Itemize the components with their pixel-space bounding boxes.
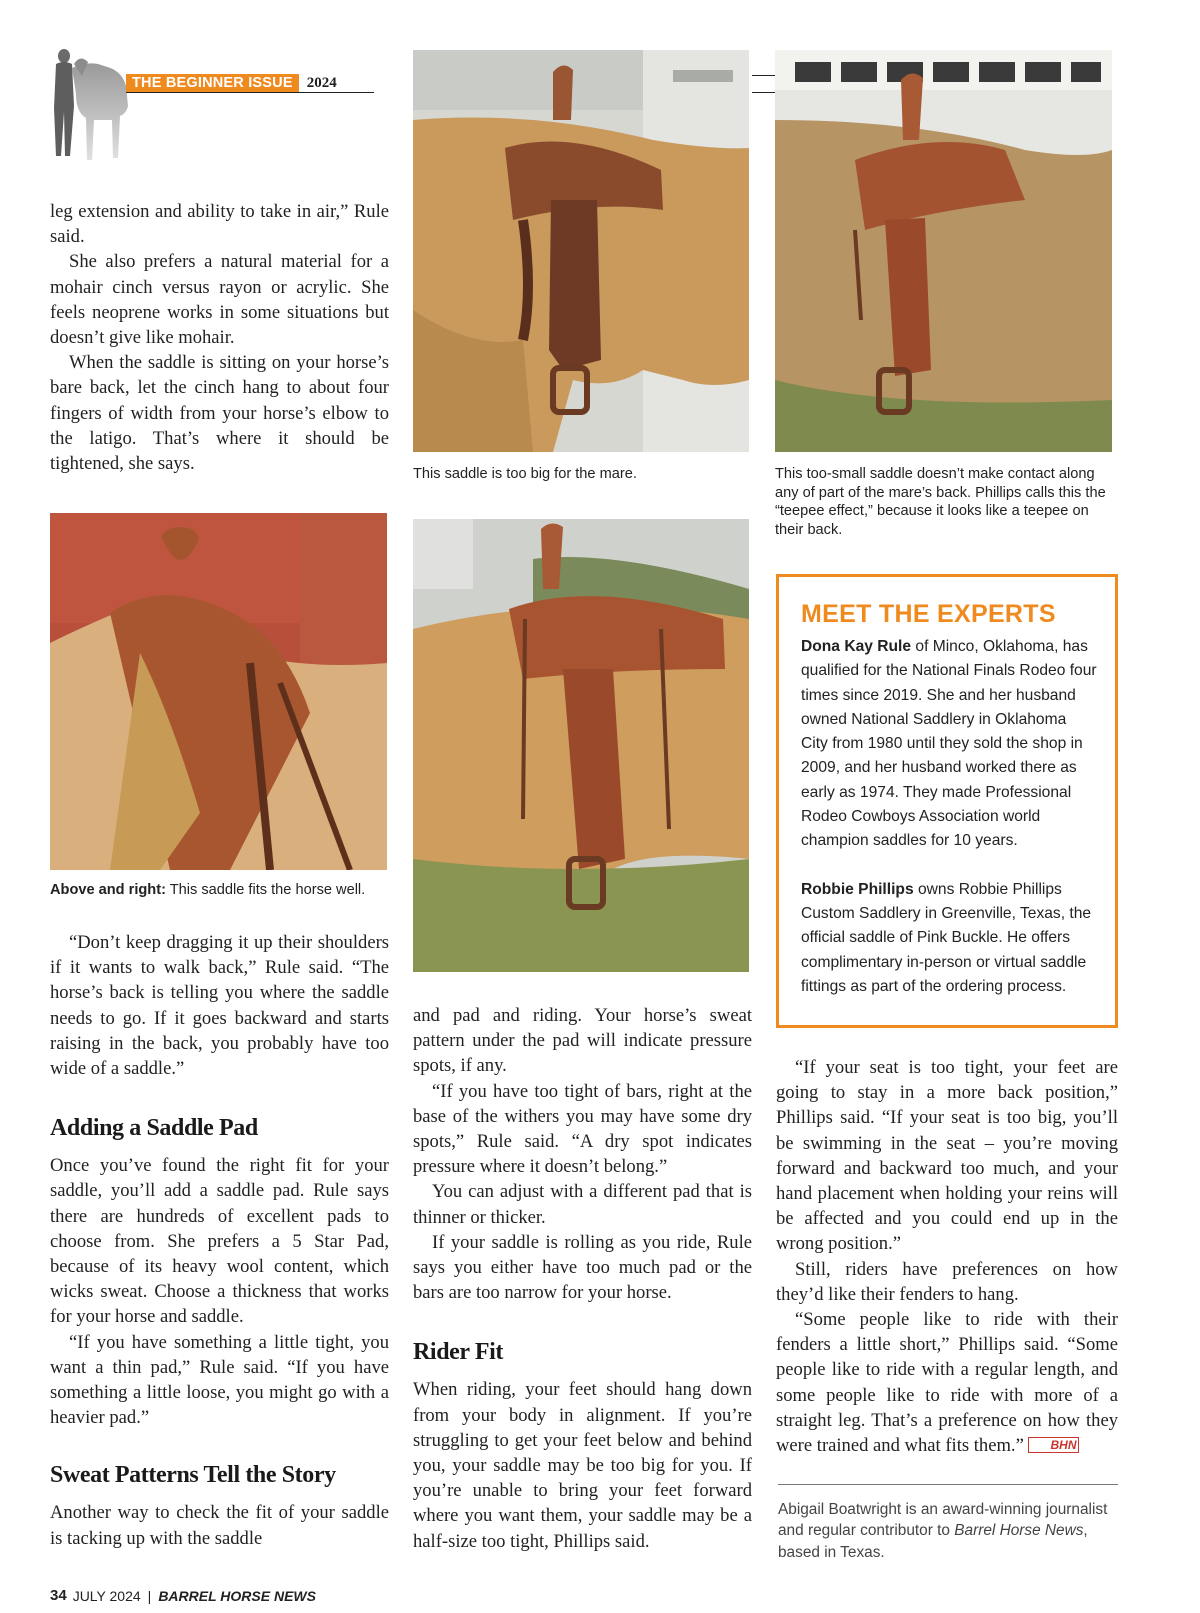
footer-separator: | (147, 1587, 152, 1604)
heading-adding-saddle-pad: Adding a Saddle Pad (50, 1115, 258, 1142)
experts-title: MEET THE EXPERTS (801, 600, 1056, 628)
paragraph: She also prefers a natural material for a mohair cinch versus rayon or acrylic. She feels neoprene works in some situations but doesn’t give like mohair. (50, 251, 389, 349)
photo-saddle-too-big (413, 50, 749, 452)
expert-text: of Minco, Oklahoma, has qualified for the National Finals Rodeo four times since 2019. She and her husband owned National Saddlery in Oklahoma City from 1980 until they sold the shop in 2009, and her husband worked there as early as 1974. They made Professional Rodeo Cowboys Association world champion saddles for 10 years. (801, 638, 1097, 850)
expert-name: Dona Kay Rule (801, 638, 912, 655)
photo-saddle-too-small (775, 50, 1112, 452)
paragraph: “If your seat is too tight, your feet are going to stay in a more back position,” Phillips said. “If your seat is too big, you’ll be swimming in the seat – you’re moving forward and backward too much, and your hand placement when holding your reins will be affected and you could end up in the wrong position.” (776, 1057, 1118, 1255)
issue-tag: THE BEGINNER ISSUE (126, 74, 299, 92)
page-number: 34 (50, 1587, 67, 1604)
paragraph: Once you’ve found the right fit for your saddle, you’ll add a saddle pad. Rule says there are hundreds of excellent pads to choose from. She prefers a 5 Star Pad, because of its heavy wool content, which wicks sweat. Choose a thickness that works for your horse and saddle. (50, 1155, 389, 1328)
column-1-top (50, 199, 389, 476)
caption-saddle-too-small: This too-small saddle doesn’t make contact along any of part of the mare’s back. Phillips calls this the “teepee effect,” because it looks like a teepee on their back. (775, 466, 1106, 538)
column-2 (413, 1003, 752, 1554)
bio-text: Abigail Boatwright is an award-winning journalist and regular contributor to (778, 1501, 1108, 1540)
header-horse-illustration (46, 46, 132, 164)
paragraph: When the saddle is sitting on your horse’s bare back, let the cinch hang to about four fingers of width from your horse’s elbow to the latigo. That’s where it should be tightened, she says. (50, 352, 389, 475)
paragraph-text: “Some people like to ride with their fenders a little short,” Phillips said. “Some people like to ride with a regular length, and some people like to ride with more of a straight leg. That’s a preference on how they were trained and what fits them.” (776, 1309, 1118, 1457)
caption-saddle-too-big: This saddle is too big for the mare. (413, 466, 637, 482)
heading-rider-fit: Rider Fit (413, 1339, 503, 1366)
paragraph: leg extension and ability to take in air,” Rule said. (50, 201, 389, 248)
footer-date: JULY 2024 (72, 1587, 141, 1604)
author-bio (778, 1499, 1118, 1563)
paragraph: Another way to check the fit of your saddle is tacking up with the saddle (50, 1502, 389, 1549)
expert-name: Robbie Phillips (801, 880, 914, 898)
caption-saddle-fits (50, 881, 387, 900)
paragraph: If your saddle is rolling as you ride, Rule says you either have too much pad or the bars are too narrow for your horse. (413, 1231, 752, 1304)
column-3 (776, 1055, 1118, 1458)
caption-text: This saddle fits the horse well. (165, 882, 366, 898)
caption-label: Above and right: (50, 882, 166, 898)
paragraph: “If you have something a little tight, you want a thin pad,” Rule said. “If you have something a little loose, you might go with a heavier pad.” (50, 1331, 389, 1429)
expert-text: owns Robbie Phillips Custom Saddlery in Greenville, Texas, the official saddle of Pink Buckle. He offers complimentary in-person or virtual saddle fittings as part of the ordering process. (801, 880, 1092, 995)
paragraph: You can adjust with a different pad that is thinner or thicker. (413, 1181, 752, 1228)
paragraph: “Don’t keep dragging it up their shoulders if it wants to walk back,” Rule said. “The horse’s back is telling you where the saddle needs to go. If it goes backward and starts raising in the back, you probably have too wide of a saddle.” (50, 932, 389, 1080)
photo-saddle-fits-closeup (50, 513, 387, 870)
issue-year: 2024 (306, 74, 337, 91)
bio-text: , based in Texas. (778, 1522, 1088, 1561)
bio-magazine: Barrel Horse News (954, 1522, 1084, 1540)
bio-divider (778, 1484, 1118, 1485)
paragraph (776, 1307, 1118, 1458)
paragraph: “If you have too tight of bars, right at the base of the withers you may have some dry spots,” Rule said. “A dry spot indicates pressure where it doesn’t belong.” (413, 1080, 752, 1178)
paragraph: When riding, your feet should hang down from your body in alignment. If you’re struggling to get your feet below and behind you, your saddle may be too big for you. If you’re unable to bring your feet forward where you want them, your saddle may be a half-size too tight, Phillips said. (413, 1379, 752, 1552)
photo-saddle-fits-full (413, 519, 749, 972)
footer-magazine: BARREL HORSE NEWS (158, 1587, 316, 1604)
paragraph: Still, riders have preferences on how they’d like their fenders to hang. (776, 1258, 1118, 1305)
paragraph: and pad and riding. Your horse’s sweat pattern under the pad will indicate pressure spots, if any. (413, 1005, 752, 1077)
page-footer (50, 1587, 316, 1604)
bhn-end-mark: BHN (1028, 1437, 1079, 1453)
issue-banner (126, 74, 374, 93)
expert-rule-bio (801, 635, 1097, 854)
meet-the-experts-box (776, 574, 1118, 1028)
heading-sweat-patterns: Sweat Patterns Tell the Story (50, 1462, 336, 1489)
expert-phillips-bio (801, 878, 1097, 999)
column-1-bottom (50, 930, 389, 1551)
